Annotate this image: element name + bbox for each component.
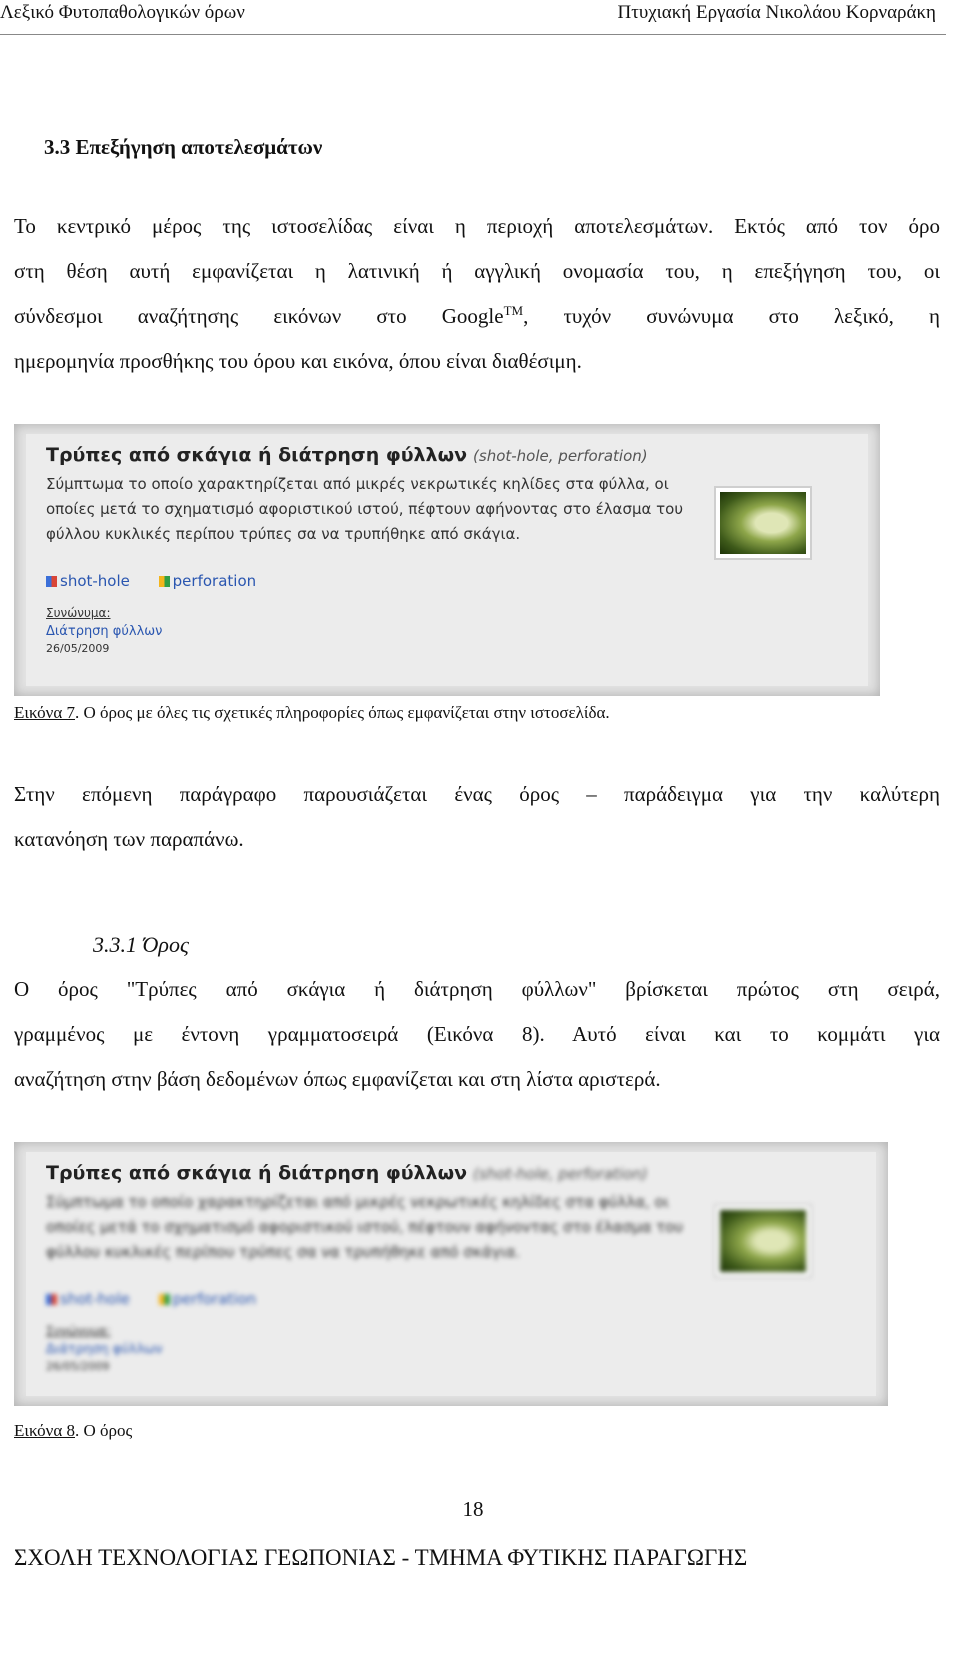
term-name: Τρύπες από σκάγια ή διάτρηση φύλλων: [46, 1162, 468, 1184]
paragraph-text: , τυχόν συνώνυμα στο λεξικό, η: [523, 304, 940, 328]
leaf-image: [720, 1210, 806, 1272]
figure-8-screenshot: [14, 1142, 888, 1406]
figure-7-caption: [14, 703, 610, 723]
leaf-image: [720, 492, 806, 554]
subsection-title: 3.3.1 Όρος: [93, 932, 189, 957]
google-link-shot-hole[interactable]: [46, 572, 130, 590]
term-latin: (shot-hole, perforation): [473, 447, 648, 465]
trademark: TM: [503, 303, 524, 318]
paragraph-term: [14, 967, 940, 1102]
paragraph-line: αναζήτηση στην βάση δεδομένων όπως εμφανίζεται και στη λίστα αριστερά.: [14, 1067, 661, 1091]
header-left: Λεξικό Φυτοπαθολογικών όρων: [0, 2, 245, 23]
google-icon: [159, 576, 170, 587]
paragraph-line: ημερομηνία προσθήκης του όρου και εικόνα, όπου είναι διαθέσιμη.: [14, 349, 582, 373]
figure-8-caption: [14, 1421, 132, 1441]
link-label: perforation: [172, 1290, 257, 1308]
paragraph-line: Στην επόμενη παράγραφο παρουσιάζεται ένας όρος – παράδειγμα για την καλύτερη: [14, 782, 940, 806]
google-link-perforation[interactable]: [159, 572, 256, 590]
caption-text: . Ο όρος με όλες τις σχετικές πληροφορίες όπως εμφανίζεται στην ιστοσελίδα.: [75, 703, 610, 722]
caption-ref: Εικόνα 7: [14, 703, 75, 722]
paragraph-line: [14, 294, 940, 339]
term-name: Τρύπες από σκάγια ή διάτρηση φύλλων: [46, 444, 468, 466]
google-icon: [46, 1294, 57, 1305]
page-header: [0, 0, 946, 35]
paragraph-line: Ο όρος "Τρύπες από σκάγια ή διάτρηση φύλλων" βρίσκεται πρώτος στη σειρά,: [14, 977, 940, 1001]
term-title: [46, 1162, 648, 1184]
synonyms-label: Συνώνυμα:: [46, 606, 111, 620]
caption-ref: Εικόνα 8: [14, 1421, 75, 1440]
image-search-links: [46, 572, 280, 590]
term-latin: (shot-hole, perforation): [473, 1165, 648, 1183]
synonyms-label: Συνώνυμα:: [46, 1324, 111, 1338]
page-number: 18: [462, 1497, 484, 1521]
google-icon: [46, 576, 57, 587]
term-description: Σύμπτωμα το οποίο χαρακτηρίζεται από μικρές νεκρωτικές κηλίδες στα φύλλα, οι οποίες μετά το σχηματισμό αφοριστικού ιστού, πέφτουν αφήνοντας στο έλασμα του φύλλου κυκλικές περίπου τρύπες σα να τρυπήθηκε από σκάγια.: [46, 475, 684, 543]
caption-text: . Ο όρος: [75, 1421, 133, 1440]
paragraph-line: Το κεντρικό μέρος της ιστοσελίδας είναι η περιοχή αποτελεσμάτων. Εκτός από τον όρο: [14, 214, 940, 238]
google-link-perforation[interactable]: [159, 1290, 256, 1308]
result-panel: [26, 434, 868, 686]
paragraph-line: στη θέση αυτή εμφανίζεται η λατινική ή αγγλική ονομασία του, η επεξήγηση του, οι: [14, 259, 940, 283]
link-label: perforation: [172, 572, 257, 590]
link-label: shot-hole: [60, 572, 130, 590]
paragraph-text: σύνδεσμοι αναζήτησης εικόνων στο Google: [14, 304, 504, 328]
page-footer: ΣΧΟΛΗ ΤΕΧΝΟΛΟΓΙΑΣ ΓΕΩΠΟΝΙΑΣ - ΤΜΗΜΑ ΦΥΤΙΚΗΣ ΠΑΡΑΓΩΓΗΣ: [14, 1545, 748, 1570]
synonym-link[interactable]: Διάτρηση φύλλων: [46, 624, 163, 639]
date-added: 26/05/2009: [46, 642, 110, 655]
google-icon: [159, 1294, 170, 1305]
leaf-thumbnail[interactable]: [714, 486, 812, 560]
term-title: [46, 444, 648, 466]
term-description: Σύμπτωμα το οποίο χαρακτηρίζεται από μικρές νεκρωτικές κηλίδες στα φύλλα, οι οποίες μετά το σχηματισμό αφοριστικού ιστού, πέφτουν αφήνοντας στο έλασμα του φύλλου κυκλικές περίπου τρύπες σα να τρυπήθηκε από σκάγια.: [46, 1193, 684, 1261]
paragraph-results: [14, 204, 940, 384]
leaf-thumbnail[interactable]: [714, 1204, 812, 1278]
section-title: 3.3 Επεξήγηση αποτελεσμάτων: [44, 135, 323, 159]
image-search-links: [46, 1290, 280, 1308]
synonym-link[interactable]: Διάτρηση φύλλων: [46, 1342, 163, 1357]
paragraph-line: κατανόηση των παραπάνω.: [14, 827, 244, 851]
header-right: Πτυχιακή Εργασία Νικολάου Κορναράκη: [617, 2, 936, 23]
google-link-shot-hole[interactable]: [46, 1290, 130, 1308]
figure-7-screenshot: [14, 424, 880, 696]
link-label: shot-hole: [60, 1290, 130, 1308]
paragraph-example: [14, 772, 940, 862]
result-panel: [26, 1152, 876, 1396]
paragraph-line: γραμμένος με έντονη γραμματοσειρά (Εικόνα 8). Αυτό είναι και το κομμάτι για: [14, 1022, 940, 1046]
date-added: 26/05/2009: [46, 1360, 110, 1373]
